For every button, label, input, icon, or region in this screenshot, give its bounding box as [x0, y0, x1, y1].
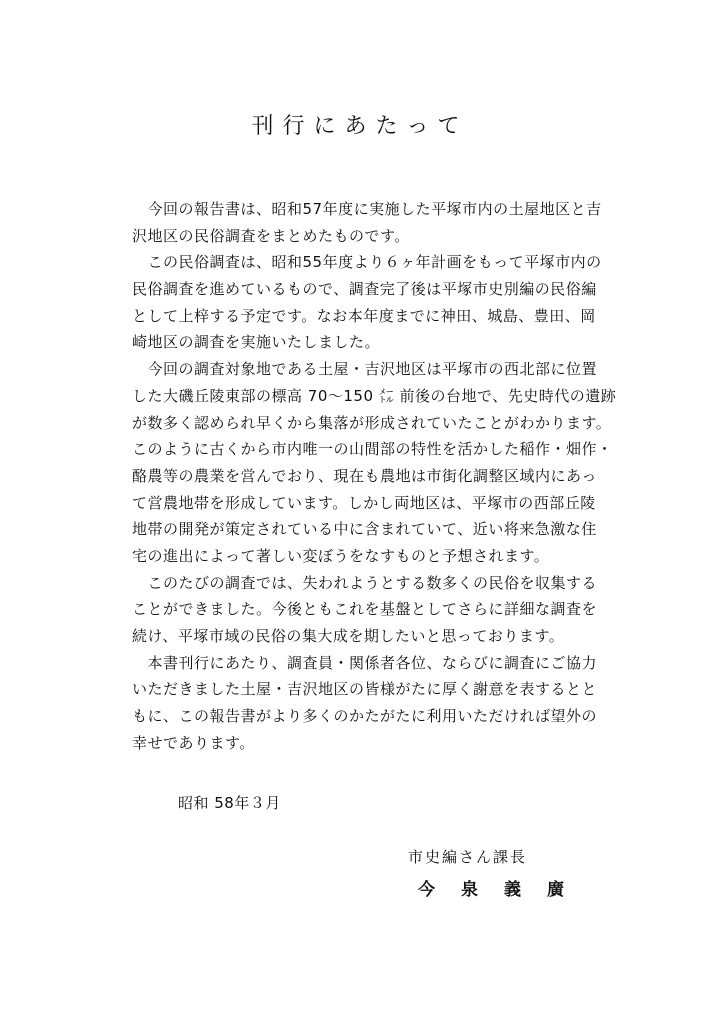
- body-line: 今回の調査対象地である土屋・吉沢地区は平塚市の西北部に位置: [132, 360, 598, 379]
- body-line: 続け、平塚市域の民俗の集大成を期したいと思っております。: [132, 627, 565, 645]
- body-text: [132, 196, 617, 756]
- body-line: した大磯丘陵東部の標高 70～150 ㍍ 前後の台地で、先史時代の遺跡: [132, 386, 617, 405]
- body-line: この民俗調査は、昭和55年度より６ヶ年計画をもって平塚市内の: [132, 253, 602, 272]
- body-line: 崎地区の調査を実施いたしました。: [132, 333, 381, 352]
- body-line: 民俗調査を進めているもので、調査完了後は平塚市史別編の民俗編: [132, 280, 597, 299]
- body-line: 幸せであります。: [132, 733, 255, 752]
- body-line: が数多く認められ早くから集落が形成されていたことがわかります。: [132, 413, 612, 432]
- body-line: もに、この報告書がより多くのかたがたに利用いただければ望外の: [132, 707, 598, 726]
- body-line: 宅の進出によって著しい変ぼうをなすものと予想されます。: [132, 546, 550, 565]
- body-line: て営農地帯を形成しています。しかし両地区は、平塚市の西部丘陵: [132, 493, 596, 512]
- body-line: 今回の報告書は、昭和57年度に実施した平塚市内の土屋地区と吉: [132, 200, 602, 218]
- body-line: 酪農等の農業を営んでおり、現在も農地は市街化調整区域内にあっ: [132, 466, 597, 485]
- body-line: このように古くから市内唯一の山間部の特性を活かした稲作・畑作・: [132, 440, 613, 459]
- body-line: ことができました。今後ともこれを基盤としてさらに詳細な調査を: [132, 600, 598, 619]
- document-date: 昭和 58年３月: [178, 794, 281, 812]
- body-line: として上梓する予定です。なお本年度までに神田、城島、豊田、岡: [132, 306, 596, 325]
- body-line: いただきました土屋・吉沢地区の皆様がたに厚く謝意を表するとと: [132, 680, 598, 699]
- body-line: 地帯の開発が策定されている中に含まれていて、近い将来急激な住: [132, 520, 597, 539]
- signature-title: 市史編さん課長: [408, 848, 528, 866]
- body-line: 沢地区の民俗調査をまとめたものです。: [132, 226, 410, 245]
- body-line: 本書刊行にあたり、調査員・関係者各位、ならびに調査にご協力: [132, 653, 598, 672]
- signature-name: 今泉義廣: [418, 880, 590, 900]
- document-title: 刊行にあたって: [251, 114, 469, 139]
- body-line: このたびの調査では、失われようとする数多くの民俗を収集する: [132, 573, 598, 592]
